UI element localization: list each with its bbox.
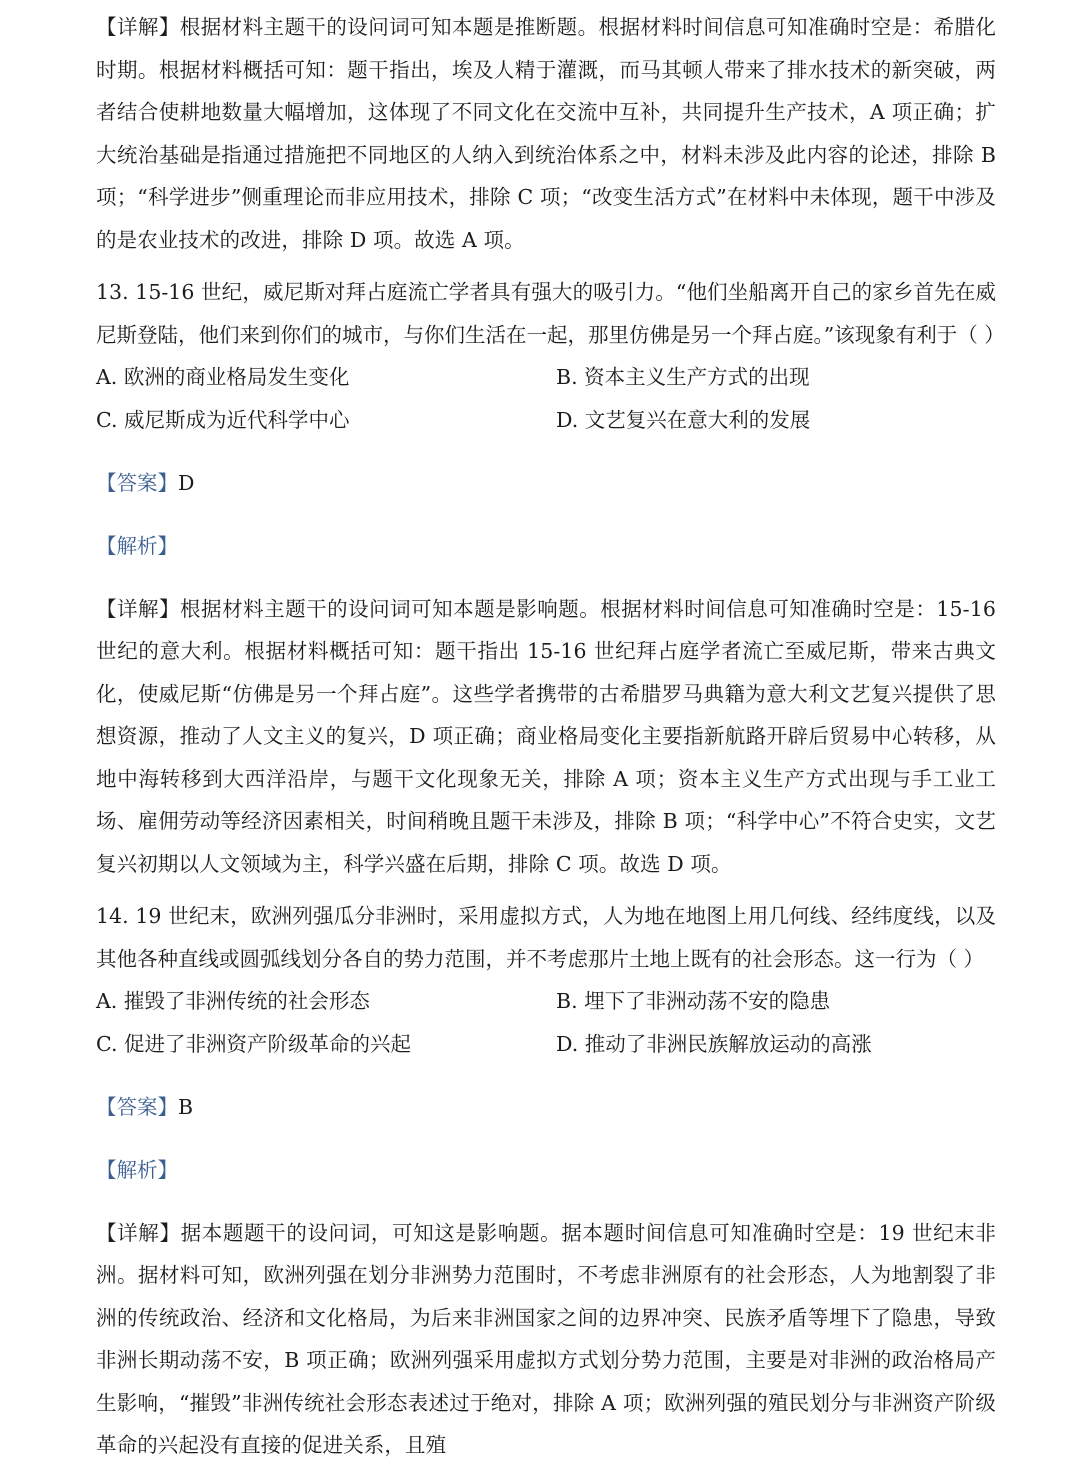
option-a[interactable] — [96, 980, 556, 1023]
page-content — [96, 0, 1005, 1467]
question-14-detail-text: 据本题题干的设问词，可知这是影响题。据本题时间信息可知准确时空是：19 世纪末非洲。据材料可知，欧洲列强在划分非洲势力范围时，不考虑非洲原有的社会形态，人为地割裂了非洲的传统政治、经济和文化格局，为后来非洲国家之间的边界冲突、民族矛盾等埋下了隐患，导致非洲长期动荡不安，B 项正确；欧洲列强采用虚拟方式划分势力范围，主要是对非洲的政治格局产生影响，“摧毁”非洲传统社会形态表述过于绝对，排除 A 项；欧洲列强的殖民划分与非洲资产阶级革命的兴起没有直接的促进关系，且殖 — [96, 1220, 996, 1457]
option-c-text: 促进了非洲资产阶级革命的兴起 — [124, 1031, 412, 1056]
option-b-text: 资本主义生产方式的出现 — [584, 365, 810, 389]
option-d[interactable] — [556, 1023, 996, 1066]
question-13-options — [96, 356, 996, 441]
question-14-text: 19 世纪末，欧洲列强瓜分非洲时，采用虚拟方式，人为地在地图上用几何线、经纬度线，以及其他各种直线或圆弧线划分各自的势力范围，并不考虑那片土地上既有的社会形态。这一行为（ ） — [96, 904, 996, 971]
block-spacer — [96, 261, 996, 271]
question-14-options — [96, 980, 996, 1065]
answer-marker: 【答案】 — [96, 470, 178, 495]
option-c-key: C. — [96, 407, 118, 432]
detail-marker: 【详解】 — [96, 1220, 181, 1245]
question-13-answer-line — [96, 462, 996, 505]
option-b[interactable] — [556, 980, 996, 1023]
option-b-key: B. — [556, 989, 578, 1013]
q12-detail-text: 根据材料主题干的设问词可知本题是推断题。根据材料时间信息可知准确时空是：希腊化时期。根据材料概括可知：题干指出，埃及人精于灌溉，而马其顿人带来了排水技术的新突破，两者结合使耕地数量大幅增加，这体现了不同文化在交流中互补，共同提升生产技术，A 项正确；扩大统治基础是指通过措施把不同地区的人纳入到统治体系之中，材料未涉及此内容的论述，排除 B 项；“科学进步”侧重理论而非应用技术，排除 C 项；“改变生活方式”在材料中未体现，题干中涉及的是农业技术的改进，排除 D 项。故选 A 项。 — [96, 15, 996, 252]
detail-marker: 【详解】 — [96, 15, 180, 39]
question-14-answer-line — [96, 1086, 996, 1129]
option-a-key: A. — [96, 365, 118, 389]
option-d-key: D. — [556, 1031, 579, 1056]
question-13-answer-value: D — [178, 470, 195, 495]
option-c-text: 威尼斯成为近代科学中心 — [124, 407, 350, 432]
detail-marker: 【详解】 — [96, 596, 181, 621]
analysis-marker: 【解析】 — [96, 533, 178, 558]
question-13-analysis-line — [96, 525, 996, 568]
option-a[interactable] — [96, 356, 556, 399]
option-b[interactable] — [556, 356, 996, 399]
question-14-detail-paragraph — [96, 1212, 996, 1467]
block-spacer — [96, 885, 996, 895]
option-a-text: 摧毁了非洲传统的社会形态 — [123, 989, 370, 1013]
option-b-key: B. — [556, 365, 578, 389]
question-13-detail-paragraph — [96, 588, 996, 886]
answer-marker: 【答案】 — [96, 1094, 178, 1119]
option-c[interactable] — [96, 399, 556, 442]
question-13-text: 15-16 世纪，威尼斯对拜占庭流亡学者具有强大的吸引力。“他们坐船离开自己的家乡首先在威尼斯登陆，他们来到你们的城市，与你们生活在一起，那里仿佛是另一个拜占庭。”该现象有利于（ ） — [96, 280, 1005, 347]
option-a-key: A. — [96, 989, 118, 1013]
analysis-marker: 【解析】 — [96, 1157, 178, 1182]
option-c[interactable] — [96, 1023, 556, 1066]
option-d-text: 文艺复兴在意大利的发展 — [584, 407, 811, 432]
option-c-key: C. — [96, 1031, 118, 1056]
question-14-number: 14. — [96, 904, 129, 928]
q12-detail-paragraph — [96, 6, 996, 261]
question-13-detail-text: 根据材料主题干的设问词可知本题是影响题。根据材料时间信息可知准确时空是：15-16 世纪的意大利。根据材料概括可知：题干指出 15-16 世纪拜占庭学者流亡至威尼斯，带来古典文化，使威尼斯“仿佛是另一个拜占庭”。这些学者携带的古希腊罗马典籍为意大利文艺复兴提供了思想资源，推动了人文主义的复兴，D 项正确；商业格局变化主要指新航路开辟后贸易中心转移，从地中海转移到大西洋沿岸，与题干文化现象无关，排除 A 项；资本主义生产方式出现与手工业工场、雇佣劳动等经济因素相关，时间稍晚且题干未涉及，排除 B 项；“科学中心”不符合史实，文艺复兴初期以人文领域为主，科学兴盛在后期，排除 C 项。故选 D 项。 — [96, 596, 996, 876]
option-a-text: 欧洲的商业格局发生变化 — [123, 365, 350, 389]
option-d-key: D. — [556, 407, 579, 432]
question-14-stem — [96, 895, 996, 980]
question-14-analysis-line — [96, 1149, 996, 1192]
option-d[interactable] — [556, 399, 996, 442]
option-d-text: 推动了非洲民族解放运动的高涨 — [584, 1031, 872, 1056]
question-13-number: 13. — [96, 280, 129, 304]
question-13-stem — [96, 271, 1005, 356]
question-14-answer-value: B — [178, 1094, 194, 1119]
option-b-text: 埋下了非洲动荡不安的隐患 — [584, 989, 831, 1013]
